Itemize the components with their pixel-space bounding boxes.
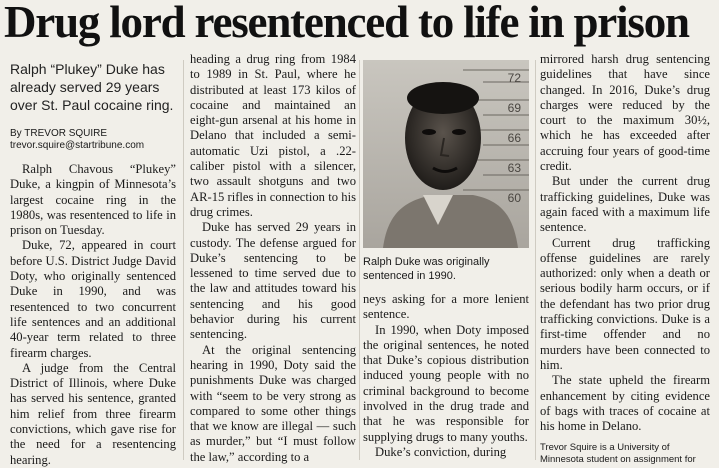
byline-email[interactable]: trevor.squire@startribune.com [10, 140, 145, 151]
column-1 [10, 52, 176, 468]
height-mark: 72 [507, 71, 521, 85]
mugshot-photo [363, 60, 529, 248]
byline-author: By TREVOR SQUIRE [10, 128, 108, 139]
height-mark: 66 [507, 131, 521, 145]
paragraph: Duke has served 29 years in custody. The defense argued for Duke’s sentencing to be lessened to time served due to the law and attitudes toward his sentencing and his good behavior during his current sentencing. [190, 220, 356, 342]
column-2 [190, 52, 356, 465]
headline: Drug lord resentenced to life in prison [4, 0, 689, 47]
height-mark: 63 [507, 161, 521, 175]
paragraph: At the original sentencing hearing in 1990, Doty said the punishments Duke was charged with “seem to be very strong as compared to some other things that we know are illegal — such as murder,” but “I must follow the law,” according to a [190, 342, 356, 464]
photo-caption: Ralph Duke was originally sentenced in 1990. [363, 256, 490, 282]
column-rule [183, 60, 184, 460]
paragraph: But under the current drug trafficking guidelines, Duke was again faced with a maximum life sentence. [540, 174, 710, 235]
column-rule [359, 60, 360, 460]
paragraph: In 1990, when Doty imposed the original sentences, he noted that Duke’s copious distribution induced young people with no criminal background to become involved in the drug trade and that he was responsible for supplying drugs to many youths. [363, 322, 529, 444]
paragraph: Ralph Chavous “Plukey” Duke, a kingpin of Minnesota’s largest cocaine ring in the 1980s, was resentenced to life in prison on Tuesday. [10, 162, 176, 238]
paragraph: The state upheld the firearm enhancement by citing evidence of bags with traces of cocaine at his home in Delano. [540, 373, 710, 434]
author-note: Trevor Squire is a University of Minnesota student on assignment for [540, 442, 696, 466]
paragraph: A judge from the Central District of Illinois, where Duke has served his sentence, granted him relief from three firearm convictions, which gave rise for the need for a resentencing hearing. [10, 360, 176, 467]
column-3 [363, 292, 529, 460]
paragraph: Duke, 72, appeared in court before U.S. District Judge David Doty, who originally sentenced Duke in 1990, and was resentenced to two concurrent life sentences and an additional 40-year term related to three firearm charges. [10, 238, 176, 360]
height-mark: 60 [507, 191, 521, 205]
byline [10, 128, 176, 152]
paragraph: neys asking for a more lenient sentence. [363, 292, 529, 322]
paragraph: mirrored harsh drug sentencing guidelines that have since changed. In 2016, Duke’s drug charges were reduced by the court to the maximum 30½, which he has exceeded after accruing four years of good-time credit. [540, 52, 710, 174]
column-rule [535, 60, 536, 460]
column-4 [540, 52, 710, 466]
paragraph: heading a drug ring from 1984 to 1989 in St. Paul, where he distributed at least 173 kilos of cocaine and maintained an eight-gun arsenal at his home in Delano that included a semi-automatic Uzi pistol, a .22-caliber pistol with a silencer, two assault shotguns and two AR-15 rifles in connection to his drug crimes. [190, 52, 356, 219]
paragraph: Duke’s conviction, during [375, 444, 507, 459]
mugshot-image [363, 60, 529, 248]
height-mark: 69 [507, 101, 521, 115]
deck: Ralph “Plukey” Duke has already served 29 years over St. Paul cocaine ring. [10, 61, 174, 113]
paragraph: Current drug trafficking offense guidelines are rarely authorized: only when a death or serious bodily harm occurs, or if the defendant has two prior drug trafficking convictions. Duke is a first-time offender and no murders have been connected to him. [540, 235, 710, 372]
